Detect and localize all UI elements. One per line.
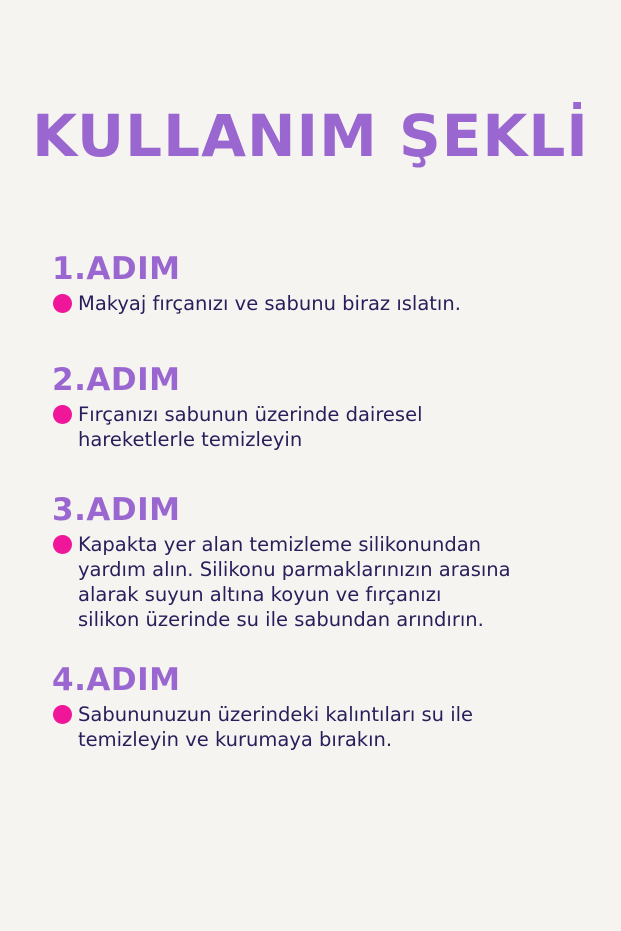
step-heading: 3.ADIM	[52, 492, 181, 528]
bullet-dot-icon	[53, 535, 72, 554]
step-body	[52, 532, 592, 632]
step-text: Sabununuzun üzerindeki kalıntıları su ile temizleyin ve kurumaya bırakın.	[78, 703, 474, 751]
step-3	[52, 492, 592, 632]
bullet-dot-icon	[53, 405, 72, 424]
step-heading: 1.ADIM	[52, 251, 181, 287]
step-text: Kapakta yer alan temizleme silikonundan yardım alın. Silikonu parmaklarınızın arasına alarak suyun altına koyun ve fırçanızı silikon üzerinde su ile sabundan arındırın.	[78, 533, 511, 631]
step-4	[52, 662, 592, 752]
bullet-dot-icon	[53, 294, 72, 313]
step-1	[52, 251, 592, 316]
step-heading: 2.ADIM	[52, 362, 181, 398]
step-text: Makyaj fırçanızı ve sabunu biraz ıslatın.	[78, 292, 461, 315]
step-text: Fırçanızı sabunun üzerinde dairesel hareketlerle temizleyin	[78, 403, 423, 451]
step-2	[52, 362, 592, 452]
step-heading: 4.ADIM	[52, 662, 181, 698]
step-body	[52, 291, 592, 316]
page-title: KULLANIM ŞEKLİ	[32, 102, 589, 170]
step-body	[52, 402, 592, 452]
bullet-dot-icon	[53, 705, 72, 724]
step-body	[52, 702, 592, 752]
